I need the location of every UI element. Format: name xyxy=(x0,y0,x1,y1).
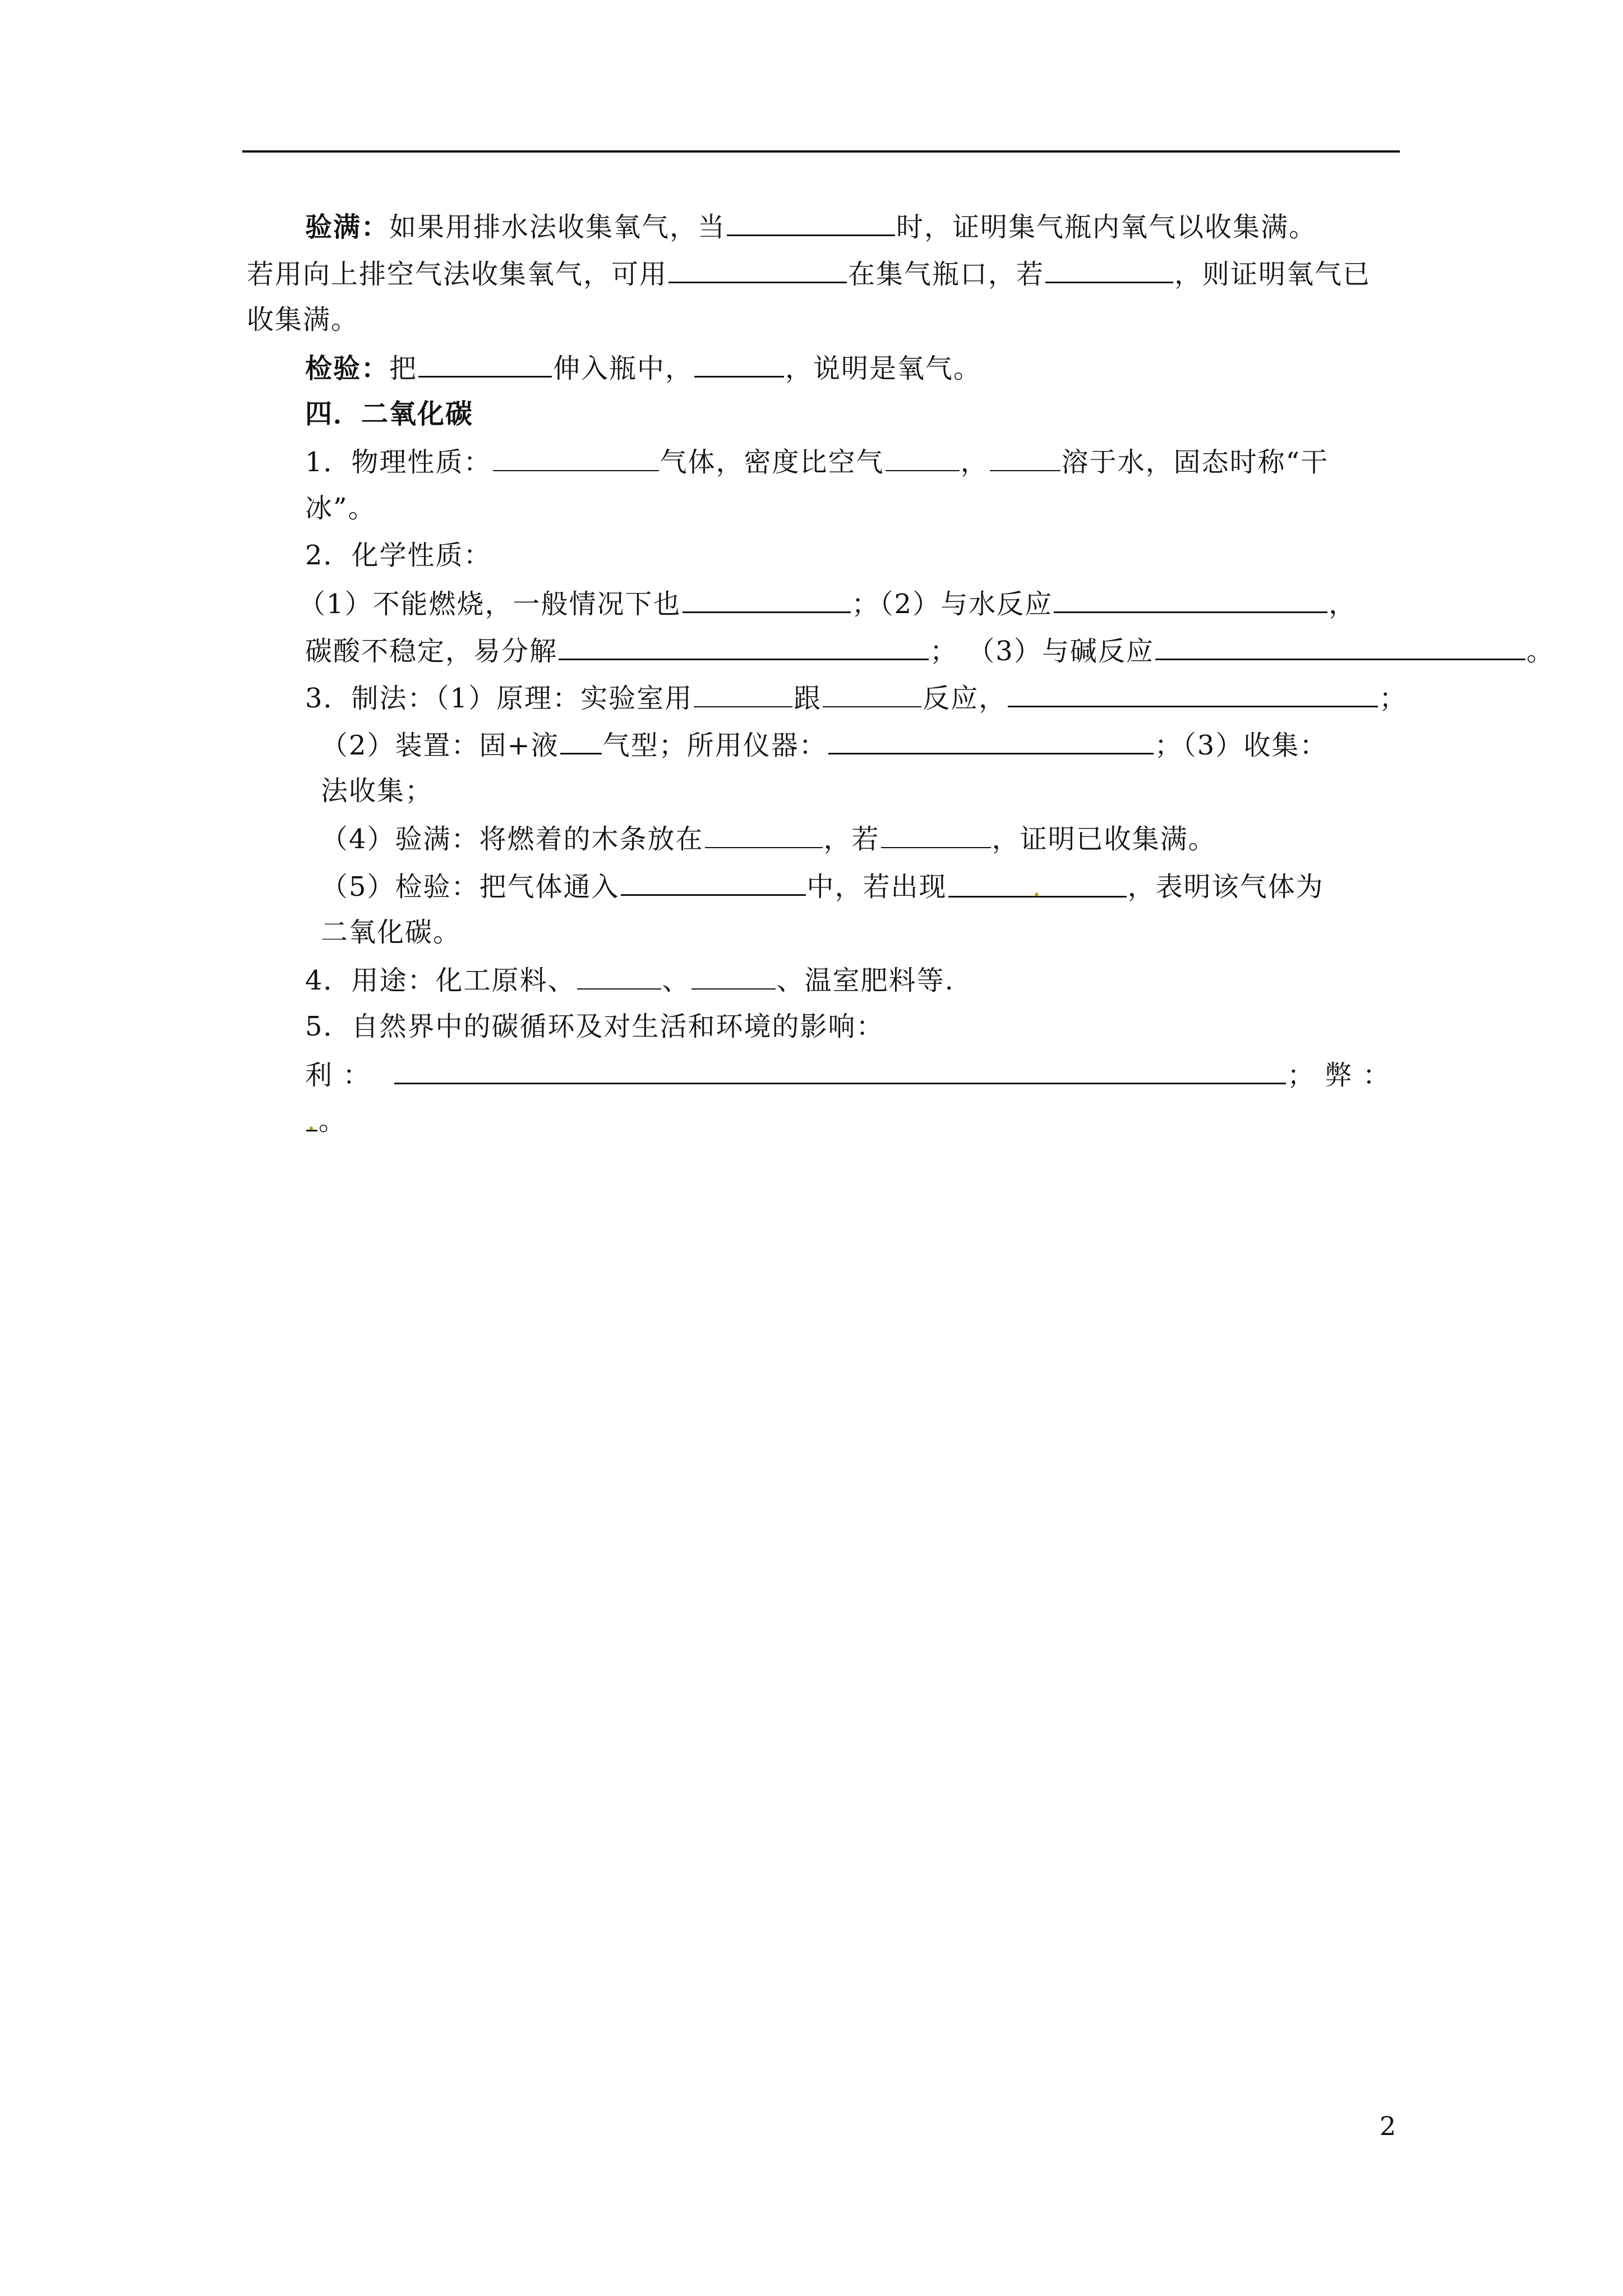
answer-blank[interactable] xyxy=(683,586,851,613)
oxygen-full-line1 xyxy=(305,209,1317,244)
oxygen-full-line3 xyxy=(247,303,359,337)
text: 如果用排水法收集氧气，当 xyxy=(389,211,726,243)
co2-chemical-line1 xyxy=(298,586,1357,621)
text: 二氧化碳。 xyxy=(321,917,462,948)
con-label: ； 弊 ： xyxy=(1287,1060,1391,1091)
answer-blank[interactable] xyxy=(1045,256,1173,283)
answer-blank[interactable] xyxy=(886,444,960,471)
text: ， xyxy=(960,447,989,478)
test-label: 检验： xyxy=(305,353,390,384)
answer-blank[interactable] xyxy=(1054,586,1327,613)
co2-cycle-title: 5．自然界中的碳循环及对生活和环境的影响： xyxy=(305,1011,884,1042)
co2-device-line xyxy=(321,727,1327,762)
text: 溶于水，固态时称“干 xyxy=(1061,447,1329,478)
co2-use-line xyxy=(305,963,955,997)
text: 。 xyxy=(319,1105,347,1137)
text: ，若 xyxy=(823,823,880,855)
oxygen-full-line2 xyxy=(247,256,1371,291)
co2-physical-line2 xyxy=(305,491,376,525)
text: 跟 xyxy=(794,683,822,714)
text: ； xyxy=(1379,683,1408,714)
section-heading: 四．二氧化碳 xyxy=(305,398,474,430)
co2-test-line2 xyxy=(321,915,461,949)
text: 1．物理性质： xyxy=(305,447,492,478)
text: ，则证明氧气已 xyxy=(1174,259,1371,290)
text: （2）装置：固+液 xyxy=(321,730,559,761)
text: ，说明是氧气。 xyxy=(785,353,982,384)
text: ， xyxy=(1329,588,1357,620)
text: 若用向上排空气法收集氧气，可用 xyxy=(247,259,668,290)
text: 反应， xyxy=(923,683,1007,714)
answer-blank[interactable] xyxy=(823,680,921,707)
text: ；（2）与水反应 xyxy=(851,588,1053,620)
answer-blank[interactable] xyxy=(418,350,552,378)
page-number: 2 xyxy=(1380,2111,1396,2141)
answer-blank[interactable] xyxy=(694,680,792,707)
pro-label: 利 ： xyxy=(305,1060,371,1091)
co2-physical-line1 xyxy=(305,444,1329,479)
answer-blank[interactable] xyxy=(493,444,659,471)
text: ，证明已收集满。 xyxy=(992,823,1216,855)
text: 气体，密度比空气 xyxy=(660,447,884,478)
text: 在集气瓶口，若 xyxy=(848,259,1045,290)
answer-blank[interactable] xyxy=(990,444,1061,471)
answer-blank[interactable] xyxy=(1008,680,1378,707)
yellow-dot: . xyxy=(1032,871,1043,903)
co2-prep-line1 xyxy=(305,680,1407,715)
text: 气型；所用仪器： xyxy=(602,730,827,761)
co2-test-line xyxy=(321,868,1324,904)
answer-blank[interactable] xyxy=(306,1104,317,1137)
text: 碳酸不稳定，易分解 xyxy=(305,636,558,667)
text: 、温室肥料等. xyxy=(776,965,955,996)
text: （1）不能燃烧，一般情况下也 xyxy=(298,588,681,620)
text: 、 xyxy=(662,965,690,996)
text: 。 xyxy=(1526,636,1555,667)
text: 4．用途：化工原料、 xyxy=(305,965,576,996)
answer-blank[interactable] xyxy=(560,734,602,754)
full-label: 验满： xyxy=(305,211,390,243)
answer-blank[interactable] xyxy=(881,821,991,848)
text: 冰”。 xyxy=(305,493,376,524)
co2-check-line xyxy=(321,821,1216,856)
answer-blank[interactable] xyxy=(948,870,1127,903)
text: （5）检验：把气体通入 xyxy=(321,871,620,903)
co2-pro-con-line xyxy=(305,1057,1391,1092)
text: ； （3）与碱反应 xyxy=(930,636,1154,667)
answer-blank[interactable] xyxy=(577,963,661,990)
co2-end-line xyxy=(305,1104,347,1138)
co2-chemical-line2 xyxy=(305,633,1555,668)
text: 时，证明集气瓶内氧气以收集满。 xyxy=(896,211,1317,243)
text: ；（3）收集： xyxy=(1154,730,1328,761)
text: 3．制法：（1）原理：实验室用 xyxy=(305,683,693,714)
answer-blank[interactable] xyxy=(727,209,895,236)
text: （4）验满：将燃着的木条放在 xyxy=(321,823,704,855)
answer-blank[interactable] xyxy=(705,821,823,848)
text: 伸入瓶中， xyxy=(553,353,694,384)
answer-blank[interactable] xyxy=(1155,633,1525,660)
text: 把 xyxy=(389,353,418,384)
answer-blank[interactable] xyxy=(828,727,1154,754)
co2-chemical-title: 2．化学性质： xyxy=(305,540,492,571)
oxygen-test-line xyxy=(305,350,981,385)
text: ，表明该气体为 xyxy=(1127,871,1324,903)
text: 收集满。 xyxy=(247,304,359,335)
answer-blank[interactable] xyxy=(694,350,784,378)
answer-blank[interactable] xyxy=(668,256,847,283)
answer-blank[interactable] xyxy=(394,1057,1286,1084)
yellow-dot: . xyxy=(307,1105,317,1137)
answer-blank[interactable] xyxy=(691,963,776,990)
text: 法收集； xyxy=(321,775,434,807)
co2-collect-line xyxy=(321,774,433,808)
answer-blank[interactable] xyxy=(621,868,806,896)
answer-blank[interactable] xyxy=(559,633,929,660)
text: 中，若出现 xyxy=(806,871,947,903)
header-rule xyxy=(242,150,1400,153)
